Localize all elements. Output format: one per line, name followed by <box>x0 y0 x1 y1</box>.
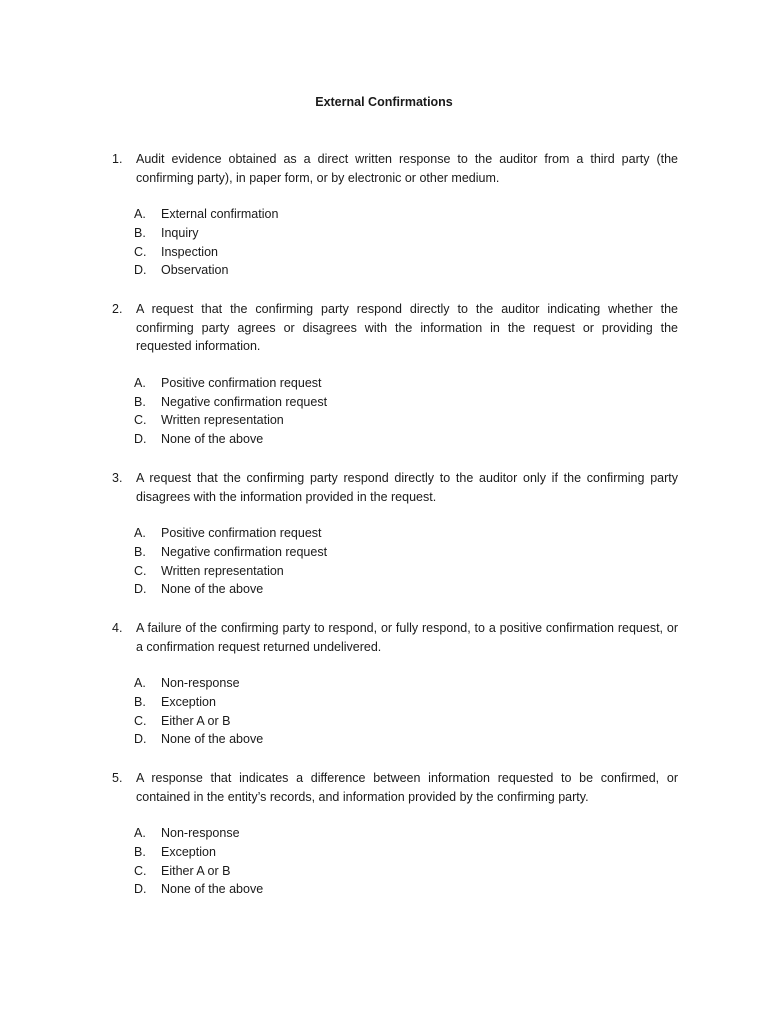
option-letter: D. <box>134 582 147 597</box>
option-text: Written representation <box>161 563 284 578</box>
answer-option <box>134 693 678 712</box>
question-number: 5. <box>112 771 123 785</box>
answer-options <box>134 205 678 280</box>
option-text: Positive confirmation request <box>161 376 322 391</box>
option-letter: C. <box>134 244 147 259</box>
option-text: Non-response <box>161 676 240 691</box>
option-letter: A. <box>134 207 146 222</box>
option-text: None of the above <box>161 582 264 597</box>
question-4 <box>112 619 678 765</box>
question-text: A failure of the confirming party to respond, or fully respond, to a positive confirmation request, or a confirmation request returned undelivered. <box>136 621 678 654</box>
option-letter: B. <box>134 845 146 860</box>
answer-option <box>134 524 678 543</box>
option-text: Negative confirmation request <box>161 394 328 409</box>
question-1 <box>112 150 678 296</box>
option-text: Observation <box>161 263 229 278</box>
answer-option <box>134 730 678 749</box>
answer-option <box>134 393 678 412</box>
answer-option <box>134 824 678 843</box>
question-text: A request that the confirming party respond directly to the auditor indicating whether the confirming party agrees or disagrees with the information in the request or providing the requested information. <box>136 302 678 354</box>
answer-option <box>134 580 678 599</box>
answer-option <box>134 880 678 899</box>
answer-option <box>134 862 678 881</box>
answer-option <box>134 712 678 731</box>
answer-option <box>134 543 678 562</box>
answer-option <box>134 243 678 262</box>
option-text: Written representation <box>161 413 284 428</box>
question-2 <box>112 300 678 465</box>
answer-option <box>134 562 678 581</box>
option-letter: B. <box>134 545 146 560</box>
question-number: 2. <box>112 302 123 316</box>
answer-options <box>134 674 678 749</box>
option-text: Either A or B <box>161 713 231 728</box>
option-letter: C. <box>134 563 147 578</box>
question-text: A request that the confirming party respond directly to the auditor only if the confirming party disagrees with the information provided in the request. <box>136 471 678 504</box>
option-text: Inspection <box>161 244 218 259</box>
option-letter: A. <box>134 526 146 541</box>
option-letter: B. <box>134 226 146 241</box>
option-letter: A. <box>134 376 146 391</box>
answer-options <box>134 524 678 599</box>
option-text: External confirmation <box>161 207 279 222</box>
option-text: Non-response <box>161 826 240 841</box>
document-title: External Confirmations <box>315 95 453 109</box>
answer-option <box>134 411 678 430</box>
option-letter: A. <box>134 826 146 841</box>
option-letter: C. <box>134 863 147 878</box>
question-number: 1. <box>112 152 123 166</box>
option-text: Exception <box>161 695 216 710</box>
option-text: Either A or B <box>161 863 231 878</box>
option-letter: A. <box>134 676 146 691</box>
option-text: None of the above <box>161 882 264 897</box>
option-text: Exception <box>161 845 216 860</box>
answer-option <box>134 430 678 449</box>
option-letter: D. <box>134 882 147 897</box>
answer-option <box>134 224 678 243</box>
answer-option <box>134 674 678 693</box>
option-text: Inquiry <box>161 226 199 241</box>
option-text: None of the above <box>161 732 264 747</box>
answer-option <box>134 374 678 393</box>
option-letter: C. <box>134 713 147 728</box>
answer-option <box>134 261 678 280</box>
answer-option <box>134 205 678 224</box>
question-3 <box>112 469 678 615</box>
question-number: 4. <box>112 621 123 635</box>
question-text: A response that indicates a difference between information requested to be confirmed, or contained in the entity’s records, and information provided by the confirming party. <box>136 771 678 804</box>
answer-options <box>134 374 678 449</box>
option-letter: D. <box>134 732 147 747</box>
option-letter: C. <box>134 413 147 428</box>
option-text: None of the above <box>161 432 264 447</box>
option-letter: B. <box>134 695 146 710</box>
option-letter: B. <box>134 394 146 409</box>
question-number: 3. <box>112 471 123 485</box>
option-letter: D. <box>134 263 147 278</box>
answer-options <box>134 824 678 899</box>
question-5 <box>112 769 678 915</box>
option-letter: D. <box>134 432 147 447</box>
option-text: Positive confirmation request <box>161 526 322 541</box>
question-text: Audit evidence obtained as a direct written response to the auditor from a third party (the confirming party), in paper form, or by electronic or other medium. <box>136 152 678 185</box>
option-text: Negative confirmation request <box>161 545 328 560</box>
answer-option <box>134 843 678 862</box>
